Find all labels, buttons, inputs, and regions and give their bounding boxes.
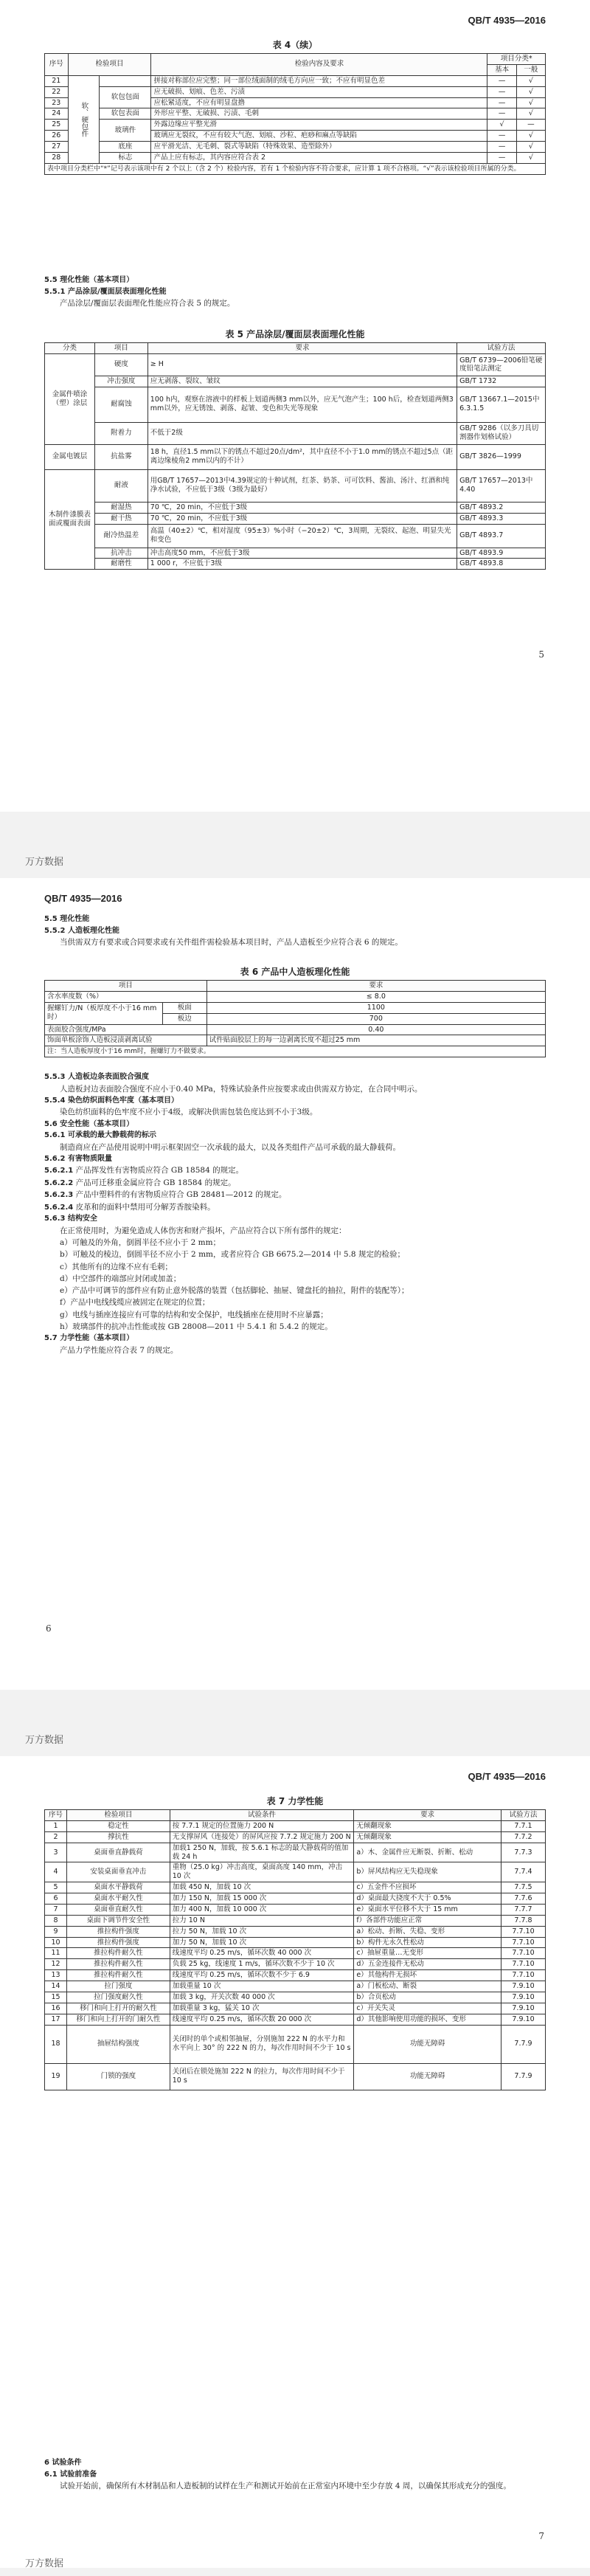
t4-h-basic: 基本 [487, 64, 516, 75]
t7-h-cond: 试验条件 [170, 1810, 354, 1821]
para-5-5-3: 人造板封边表面胶合强度不应小于0.40 MPa，特殊试验条件应按要求或由供需双方协定，在合同中明示。 [60, 1084, 423, 1094]
para-5-6-2-3: 5.6.2.3 产品中塑料件的有害物质应符合 GB 28481—2012 的规定。 [44, 1190, 287, 1200]
table-row: 21 软、硬包件 拼接对称部位应完整；同一部位绒面制的绒毛方向应一致；不应有明显色差 — √ [45, 75, 546, 86]
list-item: e）产品中可调节的部件应有防止意外脱落的装置（包括脚轮、抽屉、键盘托的抽拉，附件的装配等）； [60, 1286, 409, 1296]
para-5-5-4: 染色纺织面料的色牢度不应小于4级，或解决供需包装色度达到不小于3级。 [60, 1108, 318, 1117]
para-5-6-3: 在正常使用时，为避免造成人体伤害和财产损坏，产品应符合以下所有部件的规定： [60, 1226, 347, 1235]
table5-caption: 表 5 产品涂层/覆面层表面理化性能 [225, 329, 365, 339]
table-row: 1 稳定性 按 7.7.1 规定的位置施力 200 N 无倾翻现象 7.7.1 [45, 1820, 546, 1831]
heading-5-5: 5.5 理化性能（基本项目） [44, 276, 134, 284]
list-item: g）电线与插座连接应有可靠的结构和安全保护，电线插座在使用时不应暴露； [60, 1310, 328, 1319]
table-row: 10 推拉构件强度 加力 50 N，加载 10 次 b）构件无永久性松动 7.7.10 [45, 1937, 546, 1948]
table-row: 22 软包包面 应无破损、划痕、色差、污渍 — √ [45, 86, 546, 97]
watermark: 万方数据 [25, 1735, 64, 1746]
t4-h-no: 序号 [45, 54, 69, 76]
table-row: 28 标志 产品上应有标志，其内容应符合表 2 — √ [45, 152, 546, 163]
table6 [44, 980, 546, 1057]
table-row: 饰面单板涂饰人造板浸渍剥离试验 试件贴面胶层上的每一边剥离长度不超过25 mm [45, 1035, 546, 1046]
heading-6: 6 试验条件 [44, 2459, 82, 2467]
para-5-5-1: 产品涂层/覆面层表面理化性能应符合表 5 的规定。 [60, 299, 235, 308]
table-row: 24 软包表面 外形应平整、无破损、污渍、毛刺 — √ [45, 108, 546, 120]
sections-5-5-3-to-5-7 [44, 1071, 546, 1356]
list-item: a）可触及的外角，倒圆半径不应小于 2 mm； [60, 1238, 221, 1248]
table-row: 3 桌面垂直静载荷 加载1 250 N，加载，按 5.6.1 标志的最大静载荷的值加载 24 h a）木、金属件应无断裂、折断、松动 7.7.3 [45, 1843, 546, 1862]
table7-caption: 表 7 力学性能 [266, 1796, 324, 1806]
t5-h-req: 要求 [148, 343, 457, 354]
table-row: 15 拉门强度耐久性 加载 3 kg，开关次数 40 000 次 b）合页松动 7.9.10 [45, 1992, 546, 2003]
table-row: 表面胶合强度/MPa 0.40 [45, 1024, 546, 1035]
table-row: 13 推拉构件耐久性 线速度平均 0.25 m/s，循环次数不少于 6.9 e）其他构件无损坏 7.7.10 [45, 1970, 546, 1981]
para-5-6-2-1: 5.6.2.1 产品挥发性有害物质应符合 GB 18584 的规定。 [44, 1166, 244, 1175]
t5-group: 木制件漆膜表面或覆面表面 [45, 469, 95, 570]
list-item: c）其他所有的边缘不应有毛刺； [60, 1262, 173, 1271]
table-row: 26 玻璃应无裂纹，不应有较大气泡、划痕、沙粒、疤痧和麻点等缺陷 — √ [45, 131, 546, 142]
para-6-1: 试验开始前，确保所有木材制品和人造板制的试样在生产和测试开始前在正常室内环境中至少存放 4 周，以确保其形成充分的强度。 [60, 2482, 511, 2490]
heading-5-5-4: 5.5.4 染色纺织面料色牢度（基本项目） [44, 1096, 178, 1105]
t7-h-item: 检验项目 [66, 1810, 170, 1821]
para-5-7: 产品力学性能应符合表 7 的规定。 [60, 1345, 178, 1355]
table-row: 14 拉门强度 加载重量 10 次 a）门板松动、断裂 7.9.10 [45, 1981, 546, 1992]
table-row: 7 桌面垂直耐久性 加力 400 N，加载 10 000 次 e）桌面水平位移不大于 15 mm 7.7.7 [45, 1904, 546, 1915]
section-6 [44, 2457, 546, 2492]
page-7 [0, 1756, 590, 2568]
table-row: 板边 700 [45, 1013, 546, 1024]
section-5-5 [44, 274, 546, 309]
page-number: 6 [46, 1623, 52, 1634]
list-item: b）可触及的棱边，倒圆半径不应小于 2 mm，或者应符合 GB 6675.2—2014 中 5.8 规定的检验； [60, 1250, 405, 1260]
heading-5-7: 5.7 力学性能（基本项目） [44, 1334, 134, 1343]
t7-h-req: 要求 [354, 1810, 502, 1821]
table-row: 23 应松紧适度，不应有明显盘撸 — √ [45, 97, 546, 108]
heading-5-5-1: 5.5.1 产品涂层/覆面层表面理化性能 [44, 287, 167, 296]
t5-h-cls: 分类 [45, 343, 95, 354]
section-5-5-2 [44, 914, 546, 948]
table-row: 金属件喷涂（塑）涂层 硬度 ≥ H GB/T 6739—2006铅笔硬度铅笔法测定 [45, 353, 546, 376]
heading-5-6: 5.6 安全性能（基本项目） [44, 1119, 134, 1128]
heading-5-6-2: 5.6.2 有害物质限量 [44, 1154, 112, 1163]
table-row: 金属电镀层 抗盐雾 18 h，直径1.5 mm以下的锈点不超过20点/dm²，其中直径不小于1.0 mm的锈点不超过5点（距离边缘棱角2 mm以内的不计） GB/T 3826—1999 [45, 444, 546, 469]
table7 [44, 1809, 546, 2090]
table-row: 耐冷热温差 高温（40±2）℃，相对湿度（95±3）%小时（−20±2）℃，3周期，无裂纹、起泡、明显失光和变色 GB/T 4893.7 [45, 524, 546, 548]
heading-6-1: 6.1 试验前准备 [44, 2470, 97, 2479]
table-row: 8 桌面下调节件安全性 拉力 10 N f）各部件功能应正常 7.7.8 [45, 1915, 546, 1926]
table-row: 5 桌面水平静载荷 加载 450 N，加载 10 次 c）五金件不应损坏 7.7.5 [45, 1882, 546, 1893]
table4 [44, 53, 546, 175]
table-row: 含水率度数（%） ≤ 8.0 [45, 991, 546, 1002]
t5-group: 金属件喷涂（塑）涂层 [45, 353, 95, 444]
table6-caption: 表 6 产品中人造板理化性能 [240, 967, 350, 977]
t4-group: 软、硬包件 [68, 75, 100, 163]
table-row: 12 推拉构件耐久性 负载 25 kg，线速度 1 m/s，循环次数不少于 10 次 d）五金连接件无松动 7.7.10 [45, 1959, 546, 1970]
table-row: 6 桌面水平耐久性 加力 150 N，加载 15 000 次 d）桌面最大挠度不大于 0.5% 7.7.6 [45, 1893, 546, 1905]
list-item: f）产品中电线线缆应被固定在规定的位置； [60, 1298, 210, 1308]
table-row: 19 门锁的强度 关闭后在锁处施加 222 N 的拉力，每次作用时间不少于 10 s 功能无障碍 7.7.9 [45, 2063, 546, 2090]
t5-h-method: 试验方法 [457, 343, 546, 354]
heading-5-6-1: 5.6.1 可承载的最大静载荷的标示 [44, 1131, 156, 1140]
t5-group: 金属电镀层 [45, 444, 95, 469]
table-row: 握螺钉力/N（板厚度不小于16 mm时） 板面 1100 [45, 1002, 546, 1013]
table-row: 耐湿热 70 ℃，20 min，不应低于3级 GB/T 4893.2 [45, 502, 546, 513]
table-row: 9 推拉构件强度 拉力 50 N，加载 10 次 a）松动、折断、失稳、变形 7.7.10 [45, 1926, 546, 1937]
t4-h-content: 检验内容及要求 [151, 54, 487, 76]
table-row: 冲击强度 应无剥落、裂纹、皱纹 GB/T 1732 [45, 376, 546, 387]
heading-5-5: 5.5 理化性能 [44, 915, 90, 923]
t4-note: 表中项目分类栏中“*”记号表示该项中有 2 个以上（含 2 个）检验内容，若有 1 个检验内容不符合要求，应计算 1 项不合格项。“√”表示该检验项目所属的分类。 [45, 163, 546, 174]
table-row: 25 玻璃件 外露边缘应平整光滑 √ — [45, 120, 546, 131]
table-row: 17 移门和向上打开的门耐久性 线速度平均 0.25 m/s，循环次数 20 000 次 d）其他影响使用功能的损坏、变形 7.9.10 [45, 2014, 546, 2025]
table-row: 木制件漆膜表面或覆面表面 耐液 用GB/T 17657—2013中4.39规定的十种试剂，红茶、奶茶、可可饮料、酱油、汤汁、红酒和纯净水试验，不应低于3级（3级为最好） GB/T 17657—2013中4.40 [45, 469, 546, 502]
t5-h-item: 项目 [94, 343, 148, 354]
watermark: 万方数据 [25, 2558, 64, 2569]
table-row: 16 移门和向上打开的耐久性 加载重量 3 kg，猛关 10 次 c）开关失灵 7.9.10 [45, 2003, 546, 2014]
heading-5-5-2: 5.5.2 人造板理化性能 [44, 926, 119, 935]
t7-h-method: 试验方法 [502, 1810, 546, 1821]
para-5-6-2-4: 5.6.2.4 皮革和的面料中禁用可分解芳香胺染料。 [44, 1202, 215, 1212]
table-row: 2 撑抗性 无支撑屏风（连接处）的屏风应按 7.7.2 规定施力 200 N 无倾翻现象 7.7.2 [45, 1831, 546, 1843]
page-6 [0, 878, 590, 1690]
page-header: QB/T 4935—2016 [44, 893, 122, 904]
para-5-6-1: 制造商应在产品使用说明中明示框架固空一次承载的最大，以及各类组件产品可承载的最大静载荷。 [60, 1142, 400, 1152]
page-gap [0, 812, 590, 878]
table-row: 抗冲击 冲击高度50 mm，不应低于3级 GB/T 4893.9 [45, 548, 546, 559]
para-5-6-2-2: 5.6.2.2 产品可迁移重金属应符合 GB 18584 的规定。 [44, 1178, 236, 1187]
t4-h-general: 一般 [516, 64, 545, 75]
table4-caption: 表 4（续） [272, 40, 318, 50]
t6-h-req: 要求 [206, 981, 545, 992]
para-5-5-2: 当供需双方有要求或合同要求或有关件组件需检验基本项目时，产品人造板至少应符合表 6 的规定。 [60, 938, 403, 947]
t6-note: 注：当人造板厚度小于16 mm时，握螺钉力不做要求。 [45, 1046, 546, 1057]
page-gap [0, 1690, 590, 1756]
page-5 [0, 0, 590, 812]
t6-h-item: 项目 [45, 981, 207, 992]
t7-h-no: 序号 [45, 1810, 67, 1821]
table-row: 18 抽屉结构强度 关闭时的单个或相邻抽屉，分别施加 222 N 的水平力和水平向上 30° 的 222 N 的力，每次作用时间不少于 10 s 功能无障碍 7.7.9 [45, 2025, 546, 2063]
list-item: h）玻璃部件的抗冲击性能或按 GB 28008—2011 中 5.4.1 和 5.4.2 的规定。 [60, 1322, 333, 1331]
watermark: 万方数据 [25, 857, 64, 868]
table-row: 27 底座 应平滑光洁、无毛刺、裂式等缺陷（特殊效果、造型除外） — √ [45, 142, 546, 153]
t4-h-cls: 项目分类* [487, 54, 546, 65]
table-row: 附着力 不低于2级 GB/T 9286（以多刀具切割器作划格试验） [45, 422, 546, 444]
page-number: 7 [538, 2531, 544, 2541]
table5 [44, 342, 546, 570]
page-gap [0, 2568, 590, 2576]
heading-5-6-3: 5.6.3 结构安全 [44, 1215, 97, 1223]
table-row: 耐腐蚀 100 h内，观察在溶液中的样板上划道两侧3 mm以外，应无气泡产生；100 h后，检查划道两侧3 mm以外，应无锈蚀、剥落、起皱、变色和失光等现象 GB/T 13667.1—2015中6.3.1.5 [45, 387, 546, 422]
heading-5-5-3: 5.5.3 人造板边条表面胶合强度 [44, 1073, 149, 1081]
table-row: 耐磨性 1 000 r，不应低于3级 GB/T 4893.8 [45, 559, 546, 570]
table-row: 4 安装桌面垂直冲击 重物（25.0 kg）冲击高度，桌面高度 140 mm，冲击 10 次 b）屏风结构应无失稳现象 7.7.4 [45, 1862, 546, 1882]
page-number: 5 [538, 649, 544, 660]
table-row: 耐干热 70 ℃，20 min，不应低于3级 GB/T 4893.3 [45, 513, 546, 524]
page-header: QB/T 4935—2016 [468, 15, 546, 26]
table-row: 11 推拉构件耐久性 线速度平均 0.25 m/s，循环次数 40 000 次 c）抽屉重量…无变形 7.7.10 [45, 1948, 546, 1959]
t4-h-item: 检验项目 [68, 54, 151, 76]
list-item: d）中空部件的端部应封闭或加盖； [60, 1274, 181, 1283]
page-header: QB/T 4935—2016 [468, 1771, 546, 1782]
